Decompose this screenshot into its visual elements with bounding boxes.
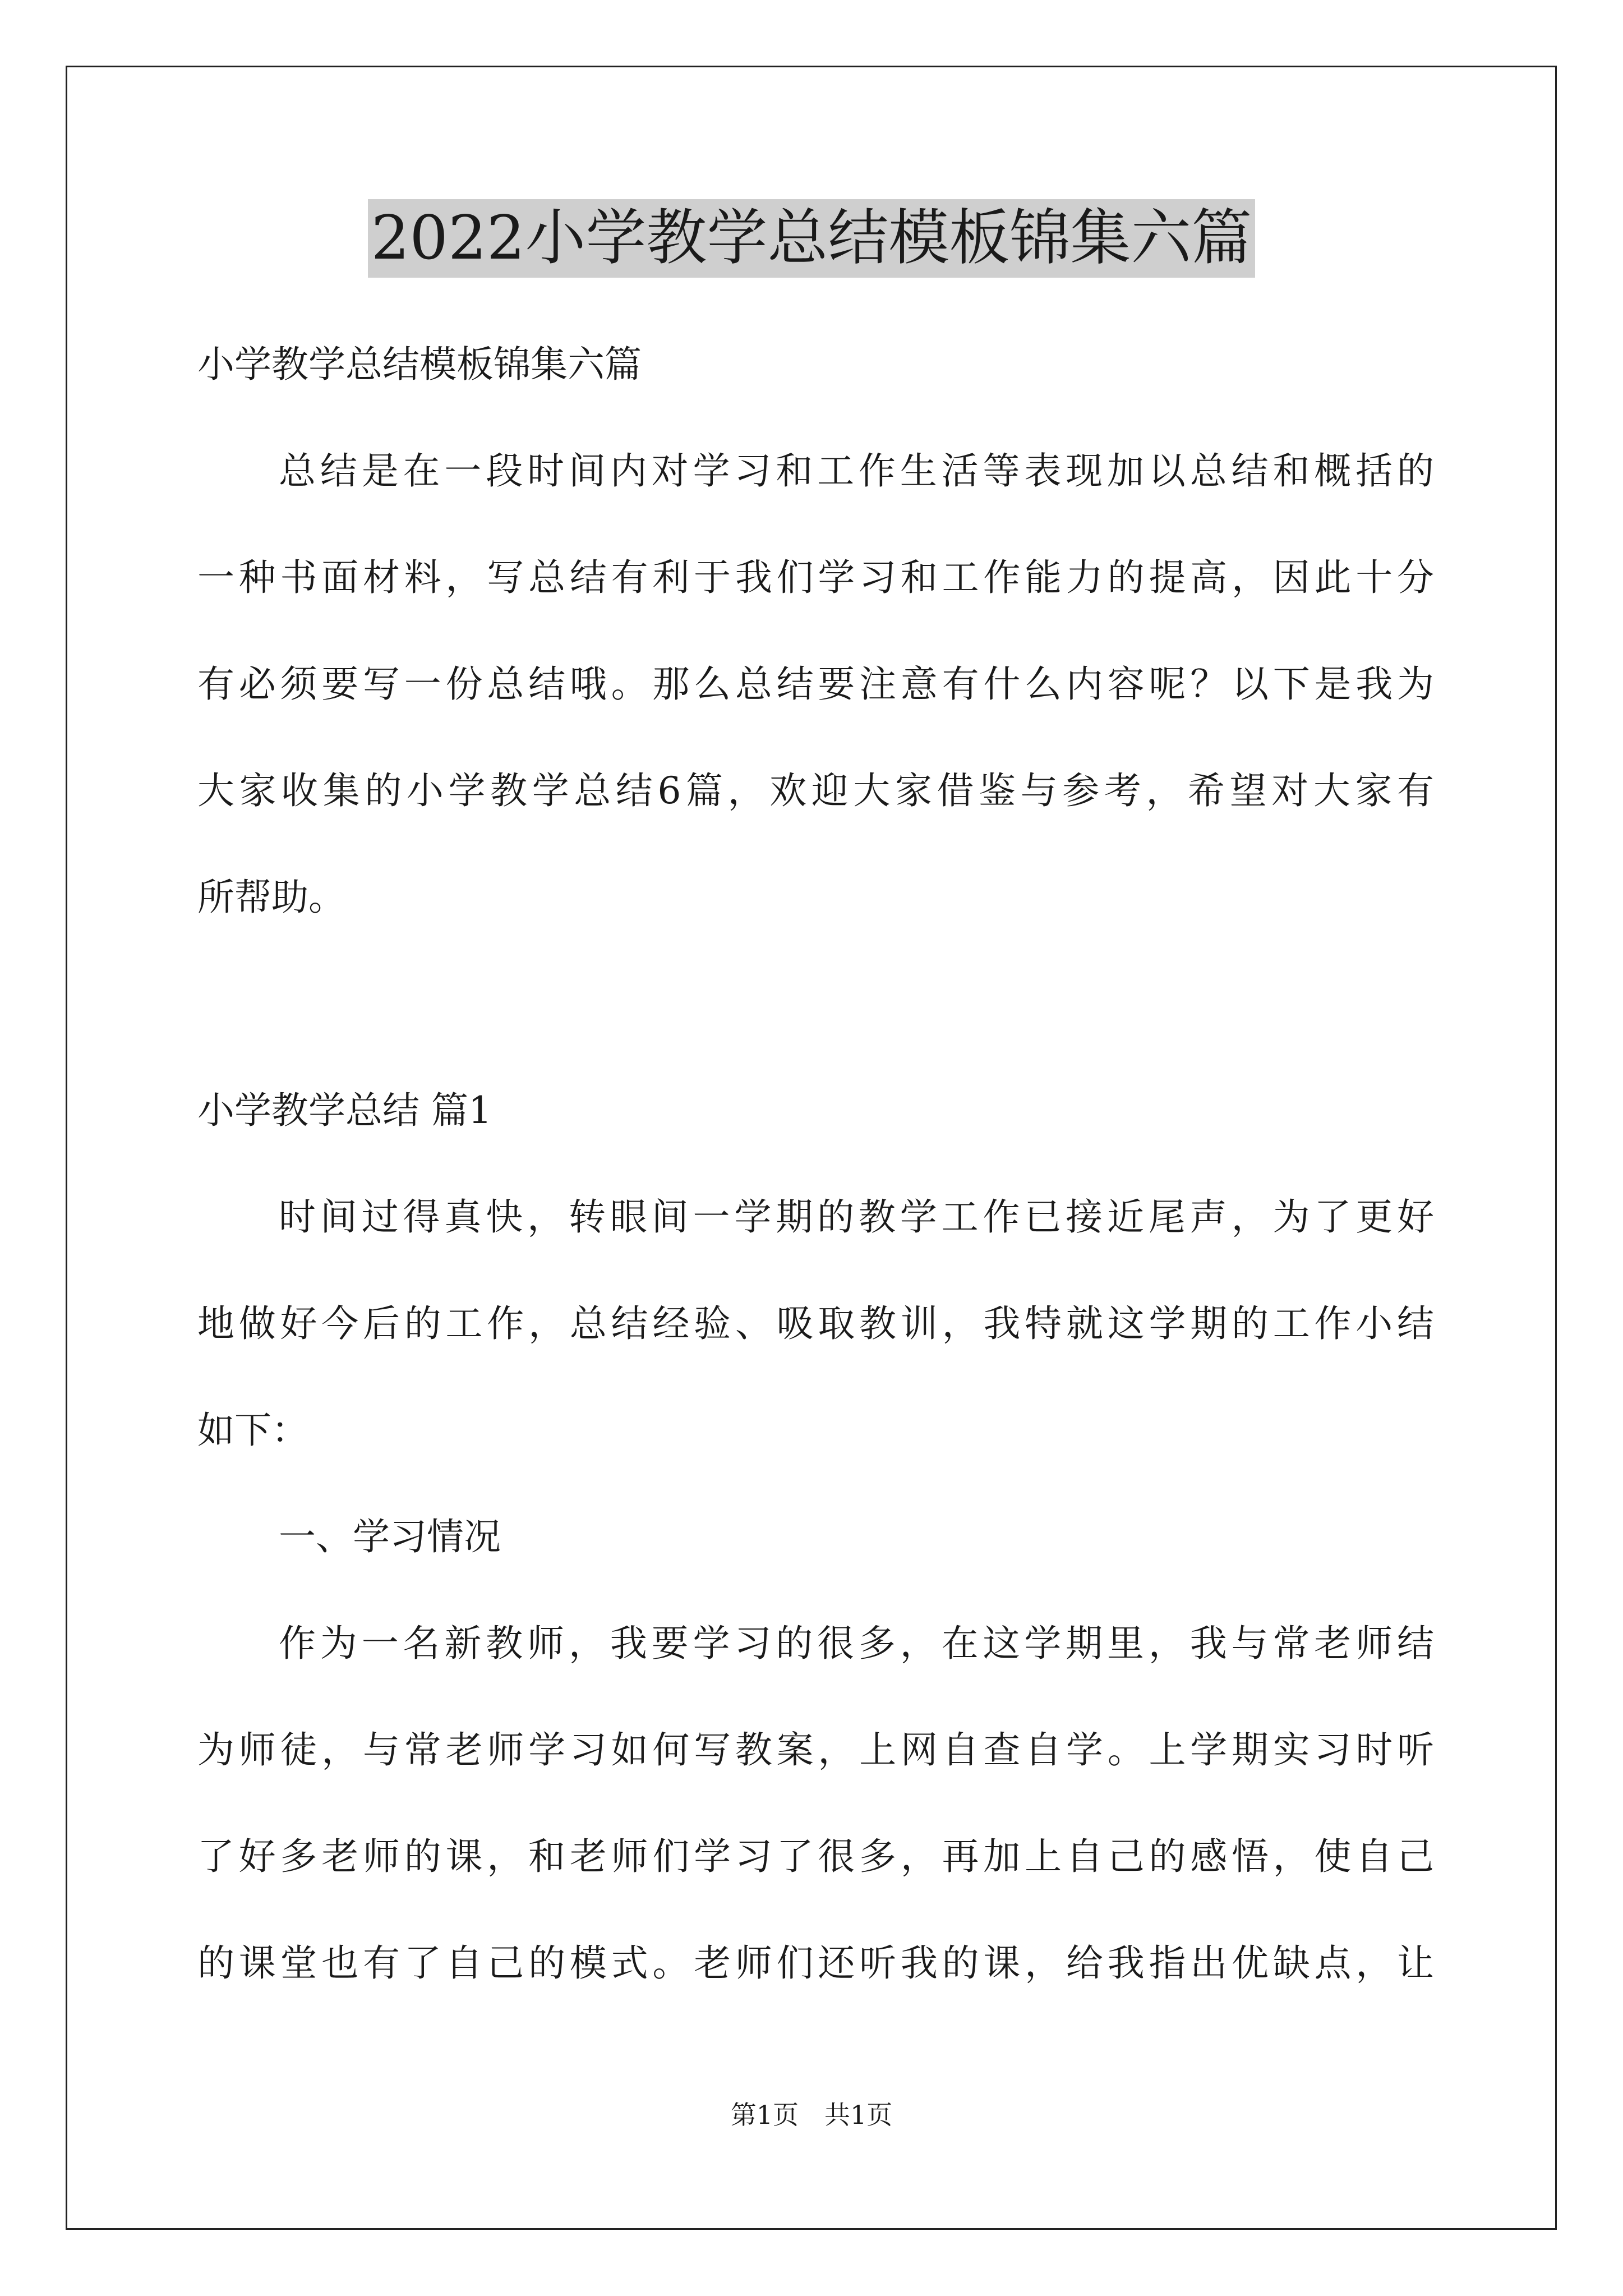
document-body — [197, 311, 1434, 2017]
paragraph-line: 大家收集的小学教学总结6篇，欢迎大家借鉴与参考，希望对大家有 — [197, 769, 1434, 812]
paragraph-line: 了好多老师的课，和老师们学习了很多，再加上自己的感悟，使自己 — [197, 1835, 1434, 1878]
paragraph-line: 时间过得真快，转眼间一学期的教学工作已接近尾声，为了更好 — [279, 1195, 1434, 1239]
paragraph-line: 的课堂也有了自己的模式。老师们还听我的课，给我指出优缺点，让 — [197, 1941, 1434, 1985]
section-heading: 小学教学总结 篇1 — [197, 1089, 492, 1132]
paragraph-line: 总结是在一段时间内对学习和工作生活等表现加以总结和概括的 — [279, 449, 1434, 493]
subtitle-line: 小学教学总结模板锦集六篇 — [197, 343, 642, 386]
paragraph-line: 为师徒，与常老师学习如何写教案，上网自查自学。上学期实习时听 — [197, 1728, 1434, 1772]
paragraph-line: 一种书面材料，写总结有利于我们学习和工作能力的提高，因此十分 — [197, 556, 1434, 599]
paragraph-line: 所帮助。 — [197, 876, 345, 919]
document-title: 2022小学教学总结模板锦集六篇 — [368, 199, 1256, 278]
paragraph-line: 有必须要写一份总结哦。那么总结要注意有什么内容呢？以下是我为 — [197, 662, 1434, 706]
paragraph-line: 如下： — [197, 1409, 308, 1452]
paragraph-line: 地做好今后的工作，总结经验、吸取教训，我特就这学期的工作小结 — [197, 1302, 1434, 1345]
title-container — [0, 199, 1623, 278]
paragraph-line: 作为一名新教师，我要学习的很多，在这学期里，我与常老师结 — [279, 1622, 1434, 1665]
subsection-heading: 一、学习情况 — [279, 1515, 501, 1558]
page-footer: 第1页 共1页 — [730, 2100, 893, 2130]
